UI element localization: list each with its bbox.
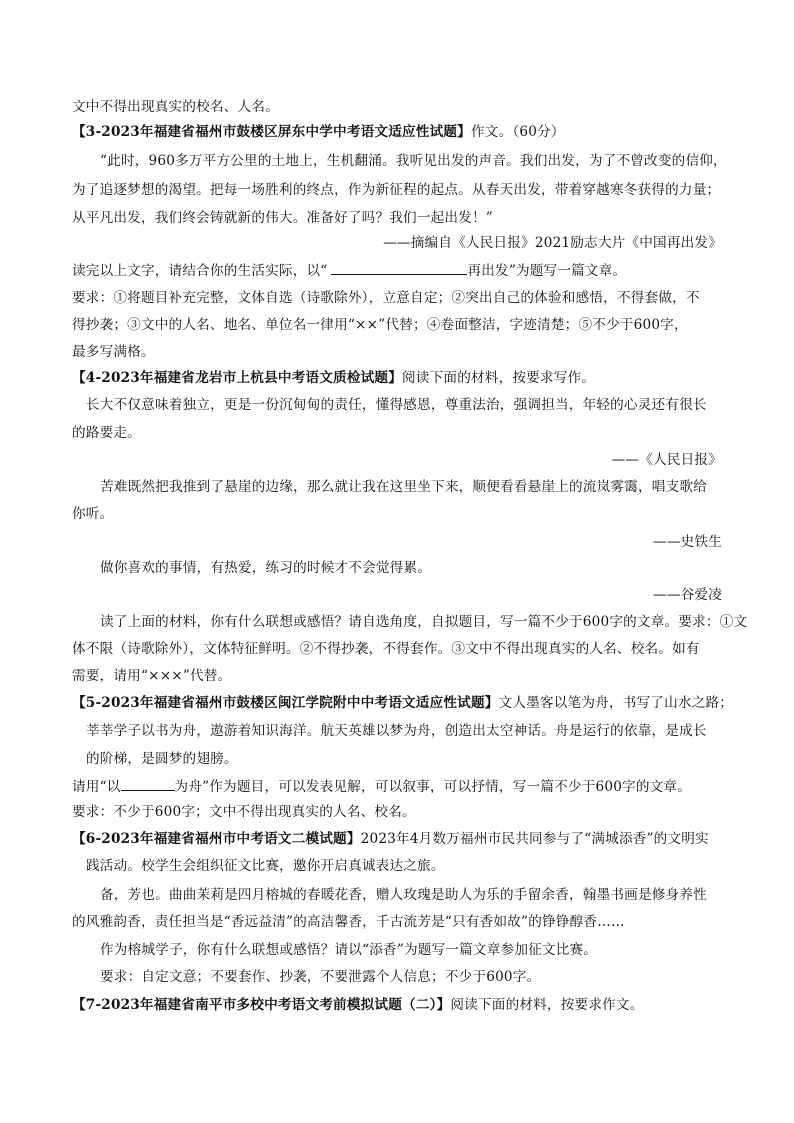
q5-header: 【5-2023年福建省福州市鼓楼区闽江学院附中中考语文适应性试题】 (72, 695, 499, 711)
q7-heading (72, 996, 644, 1014)
q7-header: 【7-2023年福建省南平市多校中考语文考前模拟试题（二）】 (72, 997, 451, 1013)
q3-prompt (72, 261, 626, 280)
q3-source: ——摘编自《人民日报》2021励志大片《中国再出发》 (383, 235, 722, 251)
q3-requirement-line-3: 最多写满格。 (72, 344, 155, 360)
q6-material-line-2: 的风雅韵香，责任担当是“香远益清”的高洁馨香，千古流芳是“只有香如故”的铮铮醇香…… (72, 914, 625, 930)
q6-requirement: 要求：自定文意；不要套作、抄袭，不要泄露个人信息；不少于600字。 (100, 969, 541, 985)
q4-material-1-line-1: 长大不仅意味着独立，更是一份沉甸甸的责任，懂得感恩，尊重法治，强调担当，年轻的心灵还有很长 (86, 397, 707, 413)
q5-prompt-end: 为舟”作为题目，可以发表见解，可以叙事，可以抒情，写一篇不少于600字的文章。 (174, 779, 692, 795)
q7-header-tail: 阅读下面的材料，按要求作文。 (450, 997, 644, 1013)
q5-title-blank (121, 777, 175, 791)
q3-header-tail: 作文。（60分） (470, 124, 565, 140)
q6-heading (72, 830, 709, 848)
q4-source-3: ——谷爱凌 (653, 587, 722, 603)
q4-material-2-line-2: 你听。 (72, 506, 114, 522)
q3-quote-line-2: 为了追逐梦想的渴望。把每一场胜利的终点，作为新征程的起点。从春天出发，带着穿越寒冬获得的力量； (72, 182, 721, 198)
q3-requirement-line-1: 要求：①将题目补充完整，文体自选（诗歌除外），立意自定；②突出自己的体验和感悟，不得套做，不 (72, 290, 700, 306)
q4-prompt-line-1: 读了上面的材料，你有什么联想或感悟？请自选角度，自拟题目，写一篇不少于600字的文章。要求：①文 (100, 614, 748, 630)
q6-material-line-1: 备，芳也。曲曲茉莉是四月榕城的春暖花香，赠人玫瑰是助人为乐的手留余香，翰墨书画是修身养性 (100, 887, 707, 903)
q3-requirement-line-2: 得抄袭；③文中的人名、地名、单位名一律用“××”代替；④卷面整洁，字迹清楚；⑤不少于600字， (72, 317, 688, 333)
q5-header-tail: 文人墨客以笔为舟，书写了山水之路； (498, 695, 734, 711)
q6-header-tail: 2023年4月数万福州市民共同参与了“满城添香”的文明实 (360, 831, 709, 847)
q6-prompt: 作为榕城学子，你有什么联想或感悟？请以“添香”为题写一篇文章参加征文比赛。 (100, 942, 598, 958)
q4-header: 【4-2023年福建省龙岩市上杭县中考语文质检试题】 (72, 370, 403, 386)
intro-tail-text: 文中不得出现真实的校名、人名。 (72, 99, 279, 115)
q3-quote-line-1: “此时，960多万平方公里的土地上，生机翻涌。我听见出发的声音。我们出发，为了不曾改变的信仰， (100, 153, 727, 169)
q5-prompt (72, 777, 691, 796)
q3-prompt-end: 再出发”为题写一篇文章。 (467, 263, 627, 279)
q4-material-1-line-2: 的路要走。 (72, 425, 141, 441)
q4-header-tail: 阅读下面的材料，按要求写作。 (402, 370, 596, 386)
q4-prompt-line-2: 体不限（诗歌除外），文体特征鲜明。②不得抄袭，不得套作。③文中不得出现真实的人名、校名。如有 (72, 641, 700, 657)
q5-material-line-3: 的阶梯，是圆梦的翅膀。 (86, 751, 238, 767)
q4-material-3: 做你喜欢的事情，有热爱，练习的时候才不会觉得累。 (100, 560, 432, 576)
q3-heading (72, 123, 565, 141)
q3-prompt-start: 读完以上文字，请结合你的生活实际，以“ (72, 263, 328, 279)
q3-header: 【3-2023年福建省福州市鼓楼区屏东中学中考语文适应性试题】 (72, 124, 471, 140)
q3-quote-line-3: 从平凡出发，我们终会铸就新的伟大。准备好了吗？我们一起出发！” (72, 210, 493, 226)
q5-prompt-start: 请用“以 (72, 779, 121, 795)
q4-prompt-line-3: 需要，请用“×××”代替。 (72, 668, 232, 684)
q4-source-2: ——史铁生 (653, 534, 722, 550)
q5-material-line-2: 莘莘学子以书为舟，遨游着知识海洋。航天英雄以梦为舟，创造出太空神话。舟是运行的依靠，是成长 (86, 723, 707, 739)
q5-heading (72, 694, 733, 712)
q6-header: 【6-2023年福建省福州市中考语文二模试题】 (72, 831, 361, 847)
q4-source-1: ——《人民日报》 (611, 452, 722, 468)
q4-heading (72, 369, 595, 387)
q6-intro-line-2: 践活动。校学生会组织征文比赛，邀你开启真诚表达之旅。 (86, 858, 445, 874)
q3-title-blank (331, 261, 467, 275)
q4-material-2-line-1: 苦难既然把我推到了悬崖的边缘，那么就让我在这里坐下来，顺便看看悬崖上的流岚雾霭，唱支歌给 (100, 479, 707, 495)
q5-requirement: 要求：不少于600字；文中不得出现真实的人名、校名。 (72, 804, 416, 820)
